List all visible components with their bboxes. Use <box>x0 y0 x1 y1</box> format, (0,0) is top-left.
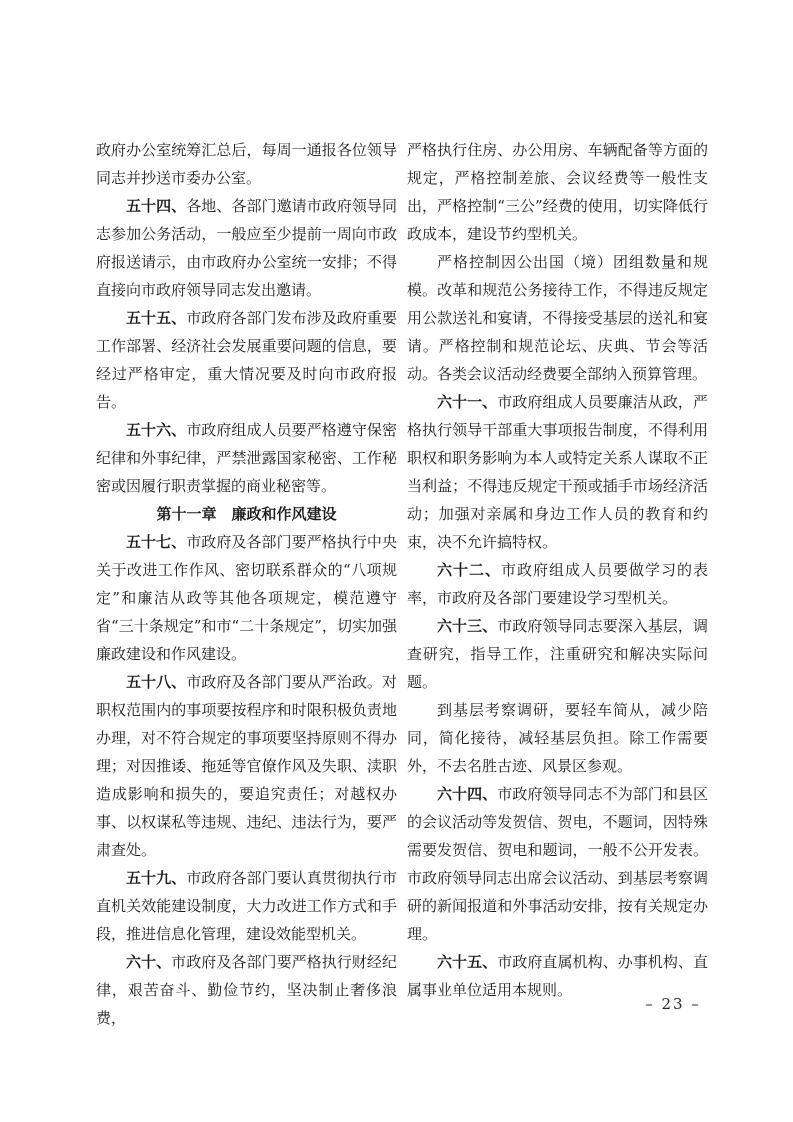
left-column <box>96 136 397 1032</box>
section-number: 六十、 <box>126 953 172 971</box>
section-number: 五十六、 <box>126 421 187 439</box>
paragraph-article-61 <box>407 388 708 556</box>
section-number: 六十三、 <box>437 617 498 635</box>
paragraph-article-60 <box>96 948 397 1032</box>
right-column <box>407 136 708 1004</box>
paragraph-article-56 <box>96 416 397 500</box>
paragraph-article-57 <box>96 528 397 668</box>
paragraph-text: 市政府领导同志不为部门和县区的会议活动等发贺信、贺电，不题词，因特殊需要发贺信、贺电和题词，一般不公开发表。市政府领导同志出席会议活动、到基层考察调研的新闻报道和外事活动安排，按有关规定办理。 <box>407 785 708 943</box>
section-number: 五十七、 <box>126 533 187 551</box>
section-number: 六十四、 <box>437 785 498 803</box>
paragraph-text: 市政府组成人员要做学习的表率，市政府及各部门要建设学习型机关。 <box>407 561 708 607</box>
paragraph-article-55 <box>96 304 397 416</box>
paragraph-text: 政府办公室统筹汇总后，每周一通报各位领导同志并抄送市委办公室。 <box>96 141 397 187</box>
section-number: 五十九、 <box>126 869 187 887</box>
paragraph-article-58 <box>96 668 397 864</box>
section-number: 五十五、 <box>126 309 187 327</box>
section-number: 六十一、 <box>437 393 498 411</box>
paragraph-article-62 <box>407 556 708 612</box>
paragraph-article-54 <box>96 192 397 304</box>
paragraph-text: 市政府领导同志要深入基层，调查研究，指导工作，注重研究和解决实际问题。 <box>407 617 708 691</box>
section-number: 六十二、 <box>437 561 501 579</box>
paragraph-article-60-continuation <box>407 136 708 248</box>
paragraph-text: 市政府组成人员要严格遵守保密纪律和外事纪律，严禁泄露国家秘密、工作秘密或因履行职责掌握的商业秘密等。 <box>96 421 397 495</box>
paragraph-text: 市政府各部门发布涉及政府重要工作部署、经济社会发展重要问题的信息，要经过严格审定，重大情况要及时向市政府报告。 <box>96 309 397 411</box>
paragraph-text: 严格控制因公出国（境）团组数量和规模。改革和规范公务接待工作，不得违反规定用公款送礼和宴请，不得接受基层的送礼和宴请。严格控制和规范论坛、庆典、节会等活动。各类会议活动经费要全部纳入预算管理。 <box>407 253 708 383</box>
paragraph-text: 各地、各部门邀请市政府领导同志参加公务活动，一般应至少提前一周向市政府报送请示，由市政府办公室统一安排；不得直接向市政府领导同志发出邀请。 <box>96 197 397 299</box>
section-number: 五十八、 <box>126 673 187 691</box>
paragraph-article-64 <box>407 780 708 948</box>
paragraph-text: 市政府组成人员要廉洁从政，严格执行领导干部重大事项报告制度，不得利用职权和职务影响为本人或特定关系人谋取不正当利益；不得违反规定干预或插手市场经济活动；加强对亲属和身边工作人员的教育和约束，决不允许搞特权。 <box>407 393 708 551</box>
paragraph-continuation <box>96 136 397 192</box>
section-number: 五十四、 <box>126 197 187 215</box>
paragraph-text: 市政府及各部门要从严治政。对职权范围内的事项要按程序和时限积极负责地办理，对不符合规定的事项要坚持原则不得办理；对因推诿、拖延等官僚作风及失职、渎职造成影响和损失的，要追究责任；对越权办事、以权谋私等违规、违纪、违法行为，要严肃查处。 <box>96 673 397 859</box>
paragraph-text: 市政府及各部门要严格执行财经纪律，艰苦奋斗、勤俭节约，坚决制止奢侈浪费， <box>96 953 397 1027</box>
chapter-heading: 第十一章 廉政和作风建设 <box>156 505 337 523</box>
paragraph-article-63-sub <box>407 696 708 780</box>
paragraph-text: 市政府直属机构、办事机构、直属事业单位适用本规则。 <box>407 953 708 999</box>
paragraph-text: 严格执行住房、办公用房、车辆配备等方面的规定，严格控制差旅、会议经费等一般性支出，严格控制“三公”经费的使用，切实降低行政成本，建设节约型机关。 <box>407 141 708 243</box>
section-number: 六十五、 <box>437 953 498 971</box>
paragraph-article-63 <box>407 612 708 696</box>
paragraph-article-59 <box>96 864 397 948</box>
paragraph-text: 市政府及各部门要严格执行中央关于改进工作作风、密切联系群众的“八项规定”和廉洁从政等其他各项规定，模范遵守省“三十条规定”和市“二十条规定”，切实加强廉政建设和作风建设。 <box>96 533 397 663</box>
paragraph-text: 市政府各部门要认真贯彻执行市直机关效能建设制度，大力改进工作方式和手段，推进信息化管理，建设效能型机关。 <box>96 869 397 943</box>
paragraph-article-60-sub <box>407 248 708 388</box>
page-number: – 23 – <box>645 995 701 1013</box>
paragraph-text: 到基层考察调研，要轻车简从，减少陪同，简化接待，减轻基层负担。除工作需要外，不去名胜古迹、风景区参观。 <box>407 701 708 775</box>
